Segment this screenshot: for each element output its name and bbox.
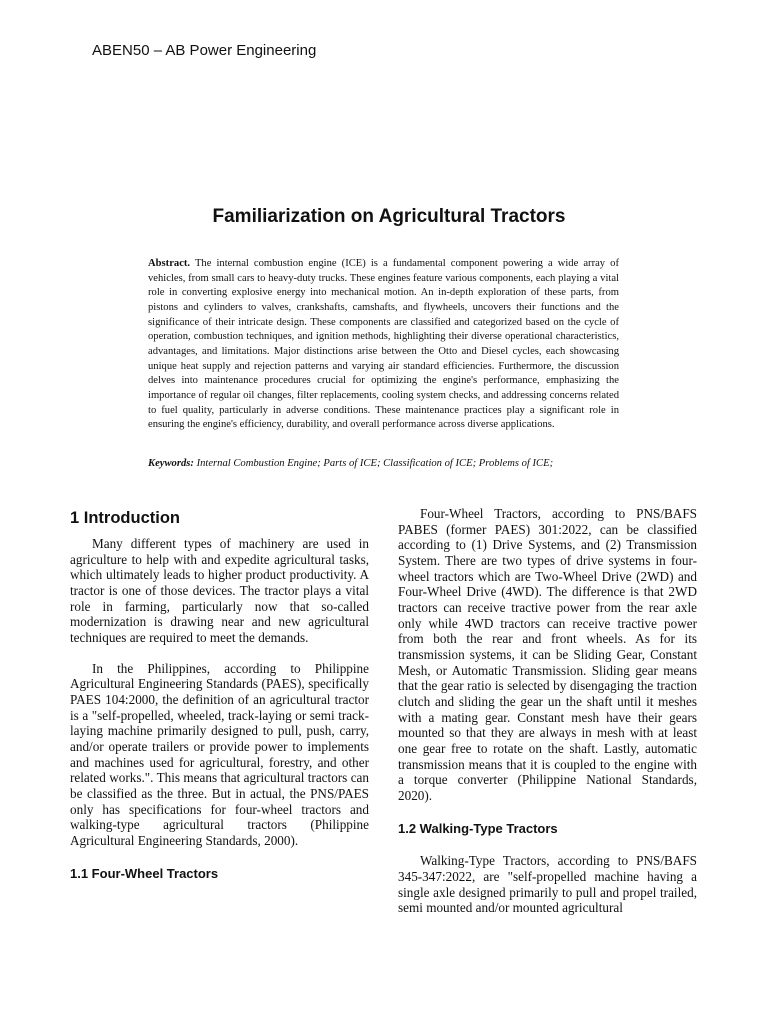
four-wheel-paragraph: Four-Wheel Tractors, according to PNS/BAFS PABES (former PAES) 301:2022, can be classified according to (1) Drive Systems, and (2) Transmission System. There are two types of drive systems in four-wheel tractors which are Two-Wheel Drive (2WD) and Four-Wheel Drive (4WD). The difference is that 2WD tractors can receive tractive power from the rear axle only while 4WD tractors can receive tractive power from both the rear and front wheels. As for its transmission systems, it can be Sliding Gear, Constant Mesh, or Automatic Transmission. Sliding gear means that the gear ratio is selected by disengaging the traction clutch and sliding the gear un the shaft until it meshes with a mating gear. Constant mesh have their gears mounted so that they are always in mesh with at least one gear free to rotate on the shaft. Lastly, automatic transmission means that it is coupled to the engine with a torque converter (Philippine National Standards, 2020). [398,506,697,803]
paper-title: Familiarization on Agricultural Tractors [212,206,566,227]
keywords [148,457,619,472]
right-column [398,506,697,916]
running-header: ABEN50 – AB Power Engineering [92,42,317,59]
section-heading-introduction: 1 Introduction [70,509,180,527]
left-column [70,508,369,882]
intro-paragraph-1: Many different types of machinery are used in agriculture to help with and expedite agricultural tasks, which ultimately leads to higher product productivity. A tractor is one of those devices. The tractor plays a vital role in farming, particularly now that so-called modernization is drawing near and new agricultural techniques are required to meet the demands. [70,536,369,645]
abstract-label: Abstract. [148,258,191,269]
keywords-label: Keywords: [148,458,194,469]
abstract [148,257,619,433]
keywords-text: Internal Combustion Engine; Parts of ICE; Classification of ICE; Problems of ICE; [196,458,554,469]
abstract-text: The internal combustion engine (ICE) is a fundamental component powering a wide array of vehicles, from small cars to heavy-duty trucks. These engines feature various components, each playing a vital role in converting explosive energy into mechanical motion. An in-depth exploration of these parts, from pistons and cylinders to valves, crankshafts, camshafts, and flywheels, uncovers their functions and the significance of their intricate design. These components are classified and categorized based on the cycle of operation, combustion techniques, and ignition methods, highlighting their diverse operational characteristics, advantages, and limitations. Major distinctions arise between the Otto and Diesel cycles, each showcasing unique heat supply and rejection patterns and varying air standard efficiencies. Furthermore, the discussion delves into maintenance procedures crucial for optimizing the engine's performance, emphasizing the importance of regular oil changes, filter replacements, cooling system checks, and addressing concerns related to fuel quality, particularly in adverse conditions. These maintenance practices play a significant role in ensuring the engine's efficiency, durability, and overall performance across diverse applications. [148,258,619,431]
intro-paragraph-2: In the Philippines, according to Philippine Agricultural Engineering Standards (PAES), specifically PAES 104:2000, the definition of an agricultural tractor is a "self-propelled, wheeled, track-laying or semi track-laying machine primarily designed to pull, push, carry, and/or operate trailers or provide power to implements and machines used for agricultural, forestry, and other related works.". This means that agricultural tractors can be classified as the three. But in actual, the PNS/PAES only has specifications for four-wheel tractors and walking-type agricultural tractors (Philippine Agricultural Engineering Standards, 2000). [70,660,369,848]
section-heading-walking-type: 1.2 Walking-Type Tractors [398,821,558,837]
walking-type-paragraph: Walking-Type Tractors, according to PNS/BAFS 345-347:2022, are "self-propelled machine having a single axle designed primarily to pull and propel trailed, semi mounted and/or mounted agricultural [398,853,697,916]
section-heading-four-wheel: 1.1 Four-Wheel Tractors [70,866,219,882]
